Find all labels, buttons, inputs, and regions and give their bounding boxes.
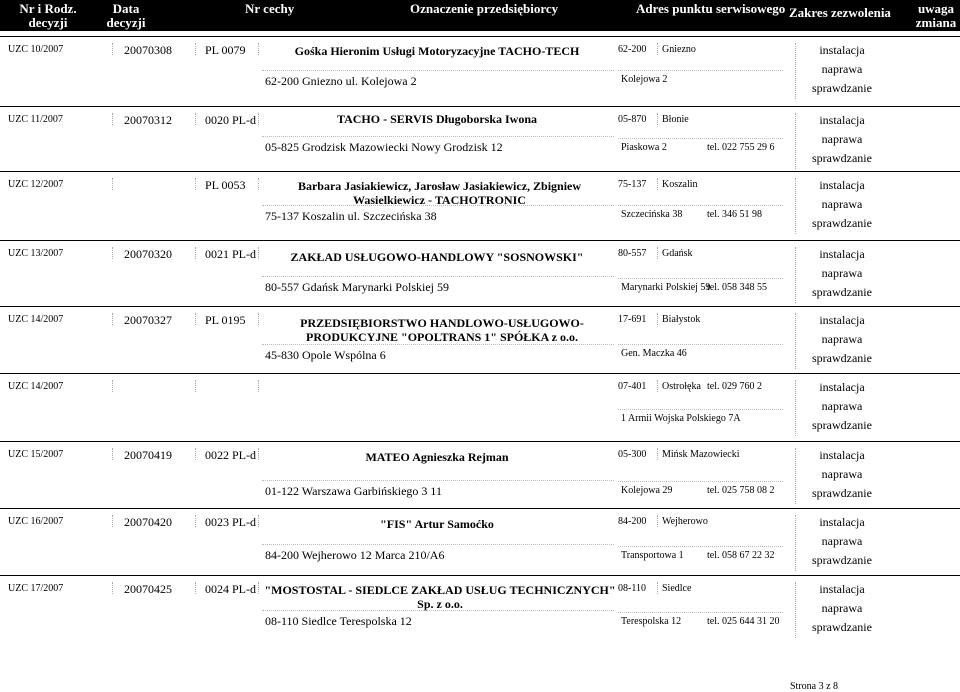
company-address: 45-830 Opole Wspólna 6	[265, 348, 386, 362]
service-city: Błonie	[662, 114, 689, 125]
column-divider	[112, 515, 113, 527]
decision-date: 20070308	[124, 43, 172, 57]
service-street: Marynarki Polskiej 59	[621, 282, 711, 293]
column-divider	[195, 178, 196, 190]
scope-sprawdzanie: sprawdzanie	[812, 351, 872, 365]
company-name: Barbara Jasiakiewicz, Jarosław Jasiakiewicz, Zbigniew Wasielkiewicz - TACHOTRONIC	[297, 179, 582, 207]
column-divider	[258, 178, 259, 190]
header-nr-rodz	[0, 2, 96, 30]
column-divider	[258, 582, 259, 594]
service-street: Kolejowa 2	[621, 74, 668, 85]
column-divider	[195, 380, 196, 392]
address-underline	[262, 610, 614, 611]
decision-date: 20070327	[124, 313, 172, 327]
decision-number: UZC 14/2007	[8, 381, 64, 392]
service-street: Kolejowa 29	[621, 485, 673, 496]
service-city: Wejherowo	[662, 516, 708, 527]
decision-date: 20070419	[124, 448, 172, 462]
column-divider	[795, 247, 796, 303]
header-nr-rodz-line2: decyzji	[28, 15, 68, 30]
record-separator	[0, 441, 960, 442]
scope-sprawdzanie: sprawdzanie	[812, 620, 872, 634]
column-divider	[657, 515, 658, 527]
service-phone: tel. 058 67 22 32	[707, 550, 775, 561]
company-name: "FIS" Artur Samoćko	[380, 517, 494, 531]
service-street: Terespolska 12	[621, 616, 682, 627]
company-name: PRZEDSIĘBIORSTWO HANDLOWO-USŁUGOWO-PRODUKCYJNE "OPOLTRANS 1" SPÓŁKA z o.o.	[300, 316, 584, 344]
service-zip: 05-870	[618, 114, 647, 125]
record-3	[0, 173, 960, 241]
record-separator	[0, 36, 960, 37]
record-separator	[0, 306, 960, 307]
column-divider	[112, 178, 113, 190]
service-zip: 84-200	[618, 516, 647, 527]
service-zip: 05-300	[618, 449, 647, 460]
header-zakres: Zakres zezwolenia	[789, 5, 891, 20]
company-name: TACHO - SERVIS Długoborska Iwona	[336, 112, 538, 126]
mark-number: 0022 PL-d	[205, 448, 256, 462]
decision-number: UZC 11/2007	[8, 114, 63, 125]
column-divider	[258, 448, 259, 460]
service-street: Szczecińska 38	[621, 209, 683, 220]
company-address: 01-122 Warszawa Garbińskiego 3 11	[265, 484, 442, 498]
service-phone: tel. 029 760 2	[707, 381, 762, 392]
scope-sprawdzanie: sprawdzanie	[812, 418, 872, 432]
column-divider	[795, 448, 796, 504]
scope-sprawdzanie: sprawdzanie	[812, 553, 872, 567]
company-address: 62-200 Gniezno ul. Kolejowa 2	[265, 74, 417, 88]
decision-number: UZC 15/2007	[8, 449, 64, 460]
scope-sprawdzanie: sprawdzanie	[812, 216, 872, 230]
column-divider	[112, 113, 113, 125]
column-divider	[112, 43, 113, 55]
decision-number: UZC 10/2007	[8, 44, 64, 55]
header-nr-cechy: Nr cechy	[245, 1, 295, 16]
decision-number: UZC 12/2007	[8, 179, 64, 190]
scope-instalacja: instalacja	[819, 247, 865, 261]
column-divider	[112, 313, 113, 325]
record-2	[0, 108, 960, 176]
scope-naprawa: naprawa	[821, 266, 863, 280]
column-divider	[258, 247, 259, 259]
column-divider	[795, 113, 796, 169]
column-divider	[195, 247, 196, 259]
street-underline	[618, 205, 783, 206]
record-separator	[0, 171, 960, 172]
address-underline	[262, 544, 614, 545]
scope-naprawa: naprawa	[821, 601, 863, 615]
service-city: Gniezno	[662, 44, 696, 55]
street-underline	[618, 278, 783, 279]
service-phone: tel. 022 755 29 6	[707, 142, 775, 153]
record-separator	[0, 373, 960, 374]
column-divider	[657, 448, 658, 460]
mark-number: PL 0195	[205, 313, 246, 327]
street-underline	[618, 138, 783, 139]
scope-instalacja: instalacja	[819, 313, 865, 327]
service-city: Gdańsk	[662, 248, 693, 259]
decision-date: 20070420	[124, 515, 172, 529]
column-divider	[657, 247, 658, 259]
header-data-line2: decyzji	[106, 15, 146, 30]
service-city: Koszalin	[662, 179, 698, 190]
address-underline	[262, 276, 614, 277]
service-street: Piaskowa 2	[621, 142, 667, 153]
mark-number: 0023 PL-d	[205, 515, 256, 529]
column-divider	[195, 113, 196, 125]
company-address: 05-825 Grodzisk Mazowiecki Nowy Grodzisk 12	[265, 140, 503, 154]
scope-naprawa: naprawa	[821, 399, 863, 413]
service-phone: tel. 346 51 98	[707, 209, 762, 220]
decision-date: 20070312	[124, 113, 172, 127]
record-separator	[0, 240, 960, 241]
address-underline	[262, 480, 614, 481]
column-divider	[258, 43, 259, 55]
decision-number: UZC 14/2007	[8, 314, 64, 325]
street-underline	[618, 612, 783, 613]
record-1	[0, 38, 960, 106]
column-divider	[195, 43, 196, 55]
decision-number: UZC 16/2007	[8, 516, 64, 527]
column-divider	[657, 113, 658, 125]
header-oznaczenie: Oznaczenie przedsiębiorcy	[410, 1, 559, 16]
column-divider	[258, 380, 259, 392]
column-divider	[657, 380, 658, 392]
decision-number: UZC 17/2007	[8, 583, 64, 594]
column-divider	[795, 582, 796, 638]
company-address: 84-200 Wejherowo 12 Marca 210/A6	[265, 548, 445, 562]
company-name: ZAKŁAD USŁUGOWO-HANDLOWY "SOSNOWSKI"	[290, 250, 584, 264]
street-underline	[618, 546, 783, 547]
service-zip: 80-557	[618, 248, 647, 259]
scope-instalacja: instalacja	[819, 448, 865, 462]
scope-sprawdzanie: sprawdzanie	[812, 486, 872, 500]
column-divider	[195, 582, 196, 594]
scope-instalacja: instalacja	[819, 515, 865, 529]
mark-number: PL 0079	[205, 43, 246, 57]
column-divider	[795, 380, 796, 436]
company-name: "MOSTOSTAL - SIEDLCE ZAKŁAD USŁUG TECHNICZNYCH" Sp. z o.o.	[264, 583, 616, 611]
service-city: Mińsk Mazowiecki	[662, 449, 740, 460]
service-zip: 17-691	[618, 314, 647, 325]
header-uwaga-line1: uwaga	[917, 1, 955, 16]
record-4	[0, 242, 960, 310]
address-underline	[262, 136, 614, 137]
mark-number: 0020 PL-d	[205, 113, 256, 127]
mark-number: PL 0053	[205, 178, 246, 192]
page-number: Strona 3 z 8	[790, 681, 839, 692]
company-address: 75-137 Koszalin ul. Szczecińska 38	[265, 209, 437, 223]
address-underline	[262, 205, 614, 206]
table-header	[0, 0, 960, 31]
street-underline	[618, 344, 783, 345]
service-zip: 62-200	[618, 44, 647, 55]
service-zip: 07-401	[618, 381, 647, 392]
address-underline	[262, 70, 614, 71]
header-uwaga	[912, 2, 960, 30]
column-divider	[258, 515, 259, 527]
scope-sprawdzanie: sprawdzanie	[812, 81, 872, 95]
column-divider	[195, 448, 196, 460]
service-phone: tel. 025 758 08 2	[707, 485, 775, 496]
service-zip: 75-137	[618, 179, 647, 190]
column-divider	[112, 247, 113, 259]
scope-sprawdzanie: sprawdzanie	[812, 151, 872, 165]
decision-number: UZC 13/2007	[8, 248, 64, 259]
scope-instalacja: instalacja	[819, 113, 865, 127]
company-name: MATEO Agnieszka Rejman	[365, 450, 509, 464]
column-divider	[657, 313, 658, 325]
column-divider	[795, 313, 796, 369]
header-adres: Adres punktu serwisowego	[636, 1, 786, 16]
service-phone: tel. 025 644 31 20	[707, 616, 780, 627]
record-8	[0, 510, 960, 578]
scope-naprawa: naprawa	[821, 197, 863, 211]
mark-number: 0024 PL-d	[205, 582, 256, 596]
record-6	[0, 375, 960, 443]
column-divider	[112, 448, 113, 460]
record-separator	[0, 508, 960, 509]
service-street: Gen. Maczka 46	[621, 348, 687, 359]
record-separator	[0, 106, 960, 107]
company-name: Gośka Hieronim Usługi Motoryzacyjne TACHO-TECH	[294, 44, 580, 58]
record-7	[0, 443, 960, 511]
header-uwaga-line2: zmiana	[915, 15, 957, 30]
scope-naprawa: naprawa	[821, 132, 863, 146]
service-city: Ostrołęka	[662, 381, 701, 392]
scope-naprawa: naprawa	[821, 534, 863, 548]
column-divider	[657, 582, 658, 594]
mark-number: 0021 PL-d	[205, 247, 256, 261]
service-city: Białystok	[662, 314, 701, 325]
column-divider	[795, 178, 796, 234]
scope-instalacja: instalacja	[819, 178, 865, 192]
record-9	[0, 577, 960, 645]
scope-naprawa: naprawa	[821, 62, 863, 76]
column-divider	[195, 515, 196, 527]
column-divider	[258, 113, 259, 125]
service-street: Transportowa 1	[621, 550, 684, 561]
column-divider	[795, 43, 796, 99]
company-address: 80-557 Gdańsk Marynarki Polskiej 59	[265, 280, 449, 294]
scope-instalacja: instalacja	[819, 380, 865, 394]
scope-naprawa: naprawa	[821, 332, 863, 346]
company-address: 08-110 Siedlce Terespolska 12	[265, 614, 412, 628]
scope-sprawdzanie: sprawdzanie	[812, 285, 872, 299]
column-divider	[112, 582, 113, 594]
service-phone: tel. 058 348 55	[707, 282, 767, 293]
header-data	[96, 2, 156, 30]
header-nr-rodz-line1: Nr i Rodz.	[19, 1, 77, 16]
column-divider	[657, 43, 658, 55]
address-underline	[262, 344, 614, 345]
scope-naprawa: naprawa	[821, 467, 863, 481]
record-separator	[0, 575, 960, 576]
header-data-line1: Data	[112, 1, 140, 16]
street-underline	[618, 409, 783, 410]
service-city: Siedlce	[662, 583, 692, 594]
column-divider	[258, 313, 259, 325]
service-street: 1 Armii Wojska Polskiego 7A	[621, 413, 741, 424]
street-underline	[618, 481, 783, 482]
decision-date: 20070425	[124, 582, 172, 596]
column-divider	[795, 515, 796, 571]
service-zip: 08-110	[618, 583, 646, 594]
scope-instalacja: instalacja	[819, 43, 865, 57]
street-underline	[618, 70, 783, 71]
column-divider	[195, 313, 196, 325]
decision-date: 20070320	[124, 247, 172, 261]
scope-instalacja: instalacja	[819, 582, 865, 596]
column-divider	[657, 178, 658, 190]
record-5	[0, 308, 960, 376]
column-divider	[112, 380, 113, 392]
